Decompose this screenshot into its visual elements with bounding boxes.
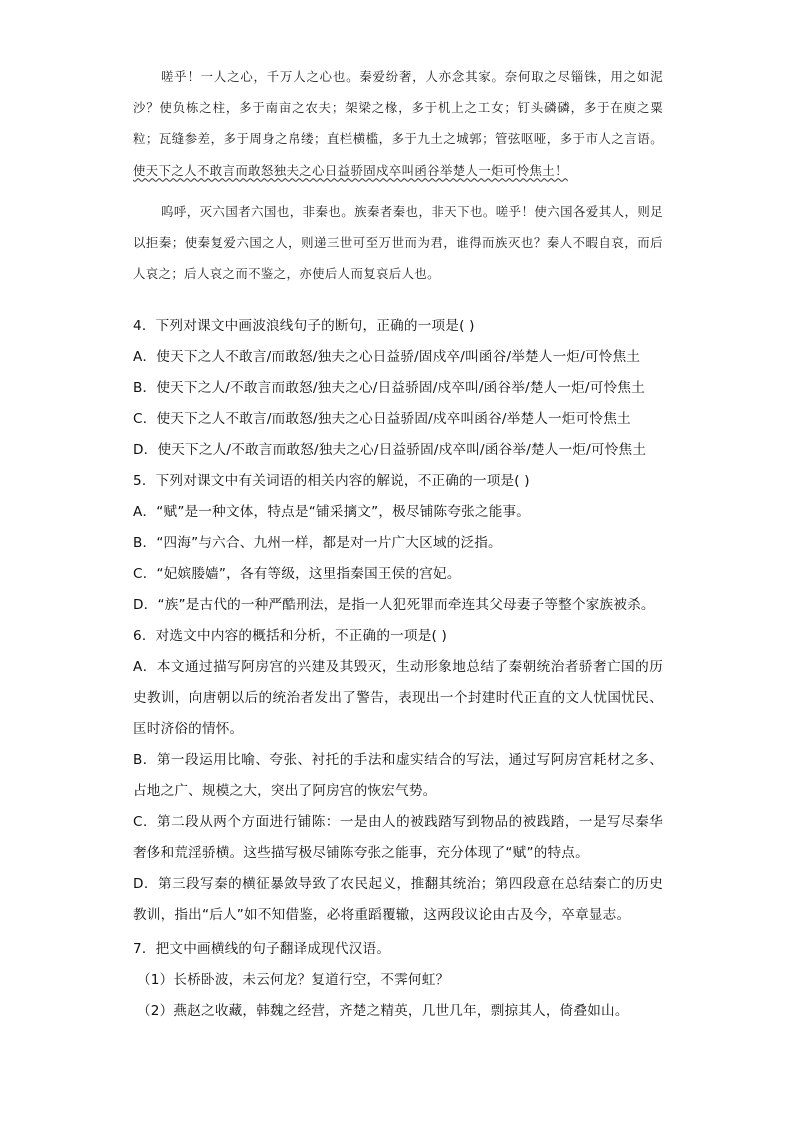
passage — [133, 61, 663, 289]
question-5-stem: 5．下列对课文中有关词语的相关内容的解说，不正确的一项是( ) — [133, 473, 530, 489]
wavy-underlined-sentence: 使天下之人不敢言而敢怒独夫之心日益骄固戍卒叫函谷举楚人一炬可怜焦土！ — [133, 162, 568, 178]
question-5-option-a[interactable]: A．“赋”是一种文体，特点是“铺采摛文”，极尽铺陈夸张之能事。 — [133, 504, 531, 520]
passage-paragraph-3 — [133, 61, 663, 186]
question-7-stem: 7．把文中画横线的句子翻译成现代汉语。 — [133, 941, 391, 957]
question-6-stem: 6．对选文中内容的概括和分析，不正确的一项是( ) — [133, 628, 448, 644]
question-4-stem: 4．下列对课文中画波浪线句子的断句，正确的一项是( ) — [133, 318, 475, 334]
passage-paragraph-4: 呜呼，灭六国者六国也，非秦也。族秦者秦也，非天下也。嗟乎！使六国各爱其人，则足以拒秦；使秦复爱六国之人，则递三世可至万世而为君，谁得而族灭也？秦人不暇自哀，而后人哀之；后人哀之而不鉴之，亦使后人而复哀后人也。 — [133, 203, 663, 282]
question-7-sentence-2: （2）燕赵之收藏，韩魏之经营，齐楚之精英，几世几年，剽掠其人，倚叠如山。 — [137, 1003, 629, 1019]
question-6-option-b[interactable]: B．第一段运用比喻、夸张、衬托的手法和虚实结合的写法，通过写阿房宫耗材之多、占地之广、规模之大，突出了阿房宫的恢宏气势。 — [133, 752, 663, 799]
question-6 — [133, 621, 663, 931]
question-4-option-b[interactable]: B．使天下之人/不敢言而敢怒/独夫之心/日益骄固/戍卒叫/函谷举/楚人一炬/可怜焦土 — [133, 380, 645, 396]
question-4 — [133, 311, 663, 466]
question-7 — [133, 934, 663, 1027]
question-4-option-a[interactable]: A．使天下之人不敢言/而敢怒/独夫之心日益骄/固戍卒/叫函谷/举楚人一炬/可怜焦土 — [133, 349, 641, 365]
question-6-option-a[interactable]: A．本文通过描写阿房宫的兴建及其毁灭，生动形象地总结了秦朝统治者骄奢亡国的历史教训，向唐朝以后的统治者发出了警告，表现出一个封建时代正直的文人忧国忧民、匡时济俗的情怀。 — [133, 659, 663, 737]
question-5-option-d[interactable]: D．“族”是古代的一种严酷刑法，是指一人犯死罪而牵连其父母妻子等整个家族被杀。 — [133, 597, 655, 613]
passage-paragraph-3-text: 嗟乎！一人之心，千万人之心也。秦爱纷奢，人亦念其家。奈何取之尽锱铢，用之如泥沙？使负栋之柱，多于南亩之农夫；架梁之椽，多于机上之工女；钉头磷磷，多于在庾之粟粒；瓦缝参差，多于周身之帛缕；直栏横槛，多于九土之城郭；管弦呕哑，多于市人之言语。 — [133, 69, 663, 147]
question-4-option-c[interactable]: C．使天下之人不敢言/而敢怒/独夫之心日益骄固/戍卒叫函谷/举楚人一炬可怜焦土 — [133, 411, 631, 427]
question-5 — [133, 466, 663, 621]
question-6-option-c[interactable]: C．第二段从两个方面进行铺陈：一是由人的被践踏写到物品的被践踏，一是写尽秦华奢侈和荒淫骄横。这些描写极尽铺陈夸张之能事，充分体现了“赋”的特点。 — [133, 814, 663, 861]
question-4-option-d[interactable]: D．使天下之人/不敢言而敢怒/独夫之心/日益骄固/戍卒叫/函谷举/楚人一炬/可怜焦土 — [133, 442, 647, 458]
question-5-option-b[interactable]: B．“四海”与六合、九州一样，都是对一片广大区域的泛指。 — [133, 535, 502, 551]
question-5-option-c[interactable]: C．“妃嫔媵嫱”，各有等级，这里指秦国王侯的宫妃。 — [133, 566, 461, 582]
question-6-option-d[interactable]: D．第三段写秦的横征暴敛导致了农民起义，推翻其统治；第四段意在总结秦亡的历史教训，指出“后人”如不知借鉴，必将重蹈覆辙，这两段议论由古及今，卒章显志。 — [133, 876, 663, 923]
question-7-sentence-1: （1）长桥卧波，未云何龙？复道行空，不霁何虹？ — [137, 972, 450, 988]
